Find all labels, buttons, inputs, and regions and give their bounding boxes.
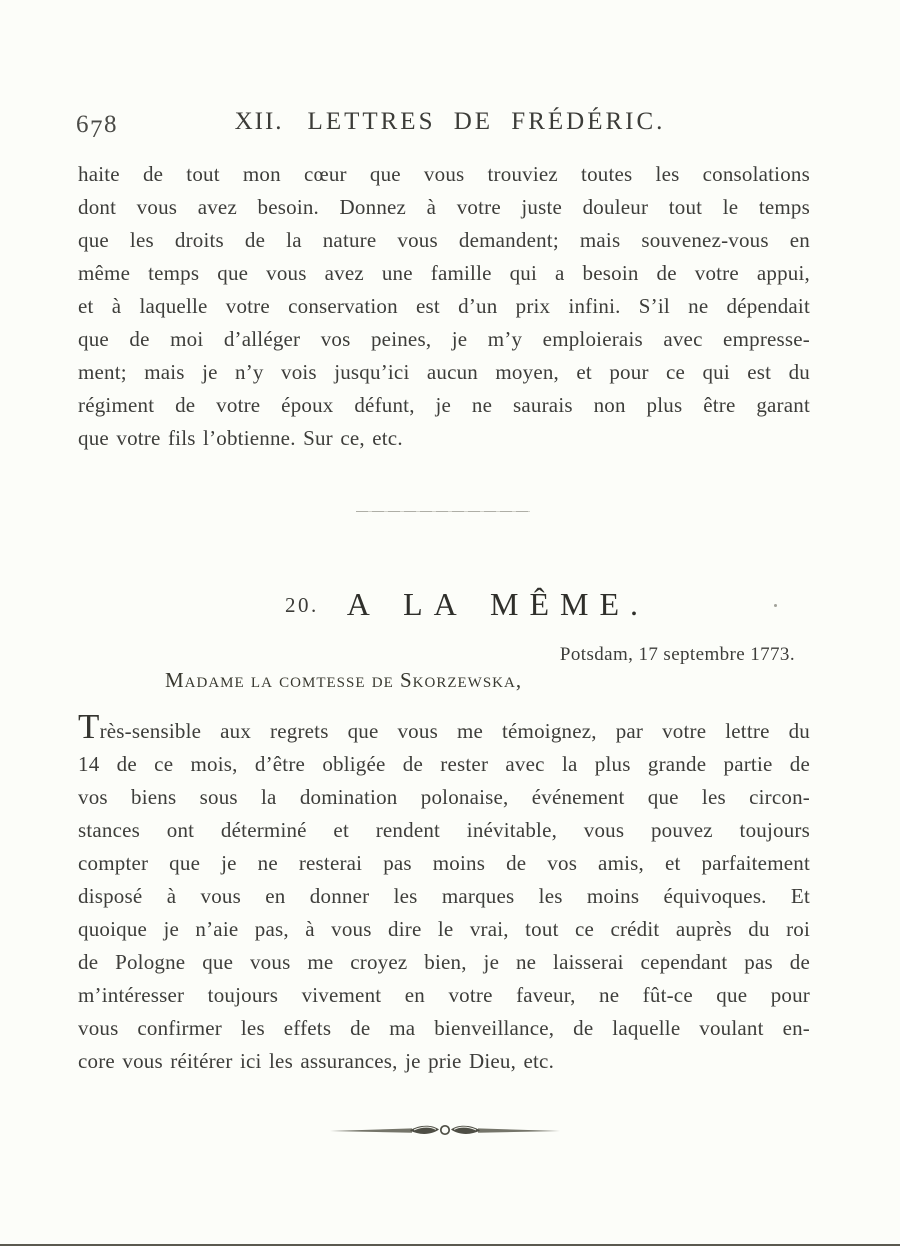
text-line: vos biens sous la domination polonaise, événement que les circon-: [78, 785, 810, 809]
page-number-digit: 8: [104, 111, 118, 138]
text-line: que les droits de la nature vous demandent; mais souvenez-vous en: [78, 228, 810, 252]
running-header: [0, 108, 900, 144]
running-title-section: XII.: [234, 108, 284, 135]
text-line: quoique je n’aie pas, à vous dire le vrai, tout ce crédit auprès du roi: [78, 917, 810, 941]
text-line-with-drop-cap: [78, 707, 810, 748]
text-line: régiment de votre époux défunt, je ne saurais non plus être garant: [78, 393, 810, 417]
scan-speck: [774, 604, 777, 607]
page-number-digit-oldstyle: 7: [90, 116, 104, 143]
text-line: de Pologne que vous me croyez bien, je ne laisserai cependant pas de: [78, 950, 810, 974]
text-line: et à laquelle votre conservation est d’un prix infini. S’il ne dépendait: [78, 294, 810, 318]
dateline: Potsdam, 17 septembre 1773.: [559, 644, 795, 665]
text-line: disposé à vous en donner les marques les moins équivoques. Et: [78, 884, 810, 908]
text-line: vous confirmer les effets de ma bienveillance, de laquelle voulant en-: [78, 1016, 810, 1040]
salutation: Madame la comtesse de Skorzewska,: [165, 668, 523, 692]
letter-number: 20.: [285, 593, 319, 617]
page-number-digit: 6: [76, 111, 90, 138]
text-line: même temps que vous avez une famille qui a besoin de votre appui,: [78, 261, 810, 285]
text-line: 14 de ce mois, d’être obligée de rester avec la plus grande partie de: [78, 752, 810, 776]
letter-19-continuation: [78, 158, 810, 455]
running-title-text: LETTRES DE FRÉDÉRIC.: [307, 108, 666, 135]
text-line: que de moi d’alléger vos peines, je m’y emploierais avec empresse-: [78, 327, 810, 351]
letter-20-body: [78, 707, 810, 1078]
letter-title: A LA MÊME.: [346, 586, 649, 622]
text-line: haite de tout mon cœur que vous trouviez toutes les consolations: [78, 162, 810, 186]
section-divider: [356, 511, 530, 512]
text-line: dont vous avez besoin. Donnez à votre juste douleur tout le temps: [78, 195, 810, 219]
text-line: que votre fils l’obtienne. Sur ce, etc.: [78, 426, 403, 450]
ornament-divider-icon: [330, 1117, 560, 1145]
text-line: m’intéresser toujours vivement en votre faveur, ne fût-ce que pour: [78, 983, 810, 1007]
letter-heading: [124, 584, 810, 631]
text-line: rès-sensible aux regrets que vous me témoignez, par votre lettre du: [99, 719, 810, 743]
text-line: compter que je ne resterai pas moins de vos amis, et parfaitement: [78, 851, 810, 875]
running-title: [0, 108, 900, 136]
drop-cap: T: [78, 707, 100, 746]
text-line: ment; mais je n’y vois jusqu’ici aucun moyen, et pour ce qui est du: [78, 360, 810, 384]
text-line: stances ont déterminé et rendent inévitable, vous pouvez toujours: [78, 818, 810, 842]
text-line: core vous réitérer ici les assurances, je prie Dieu, etc.: [78, 1049, 555, 1073]
